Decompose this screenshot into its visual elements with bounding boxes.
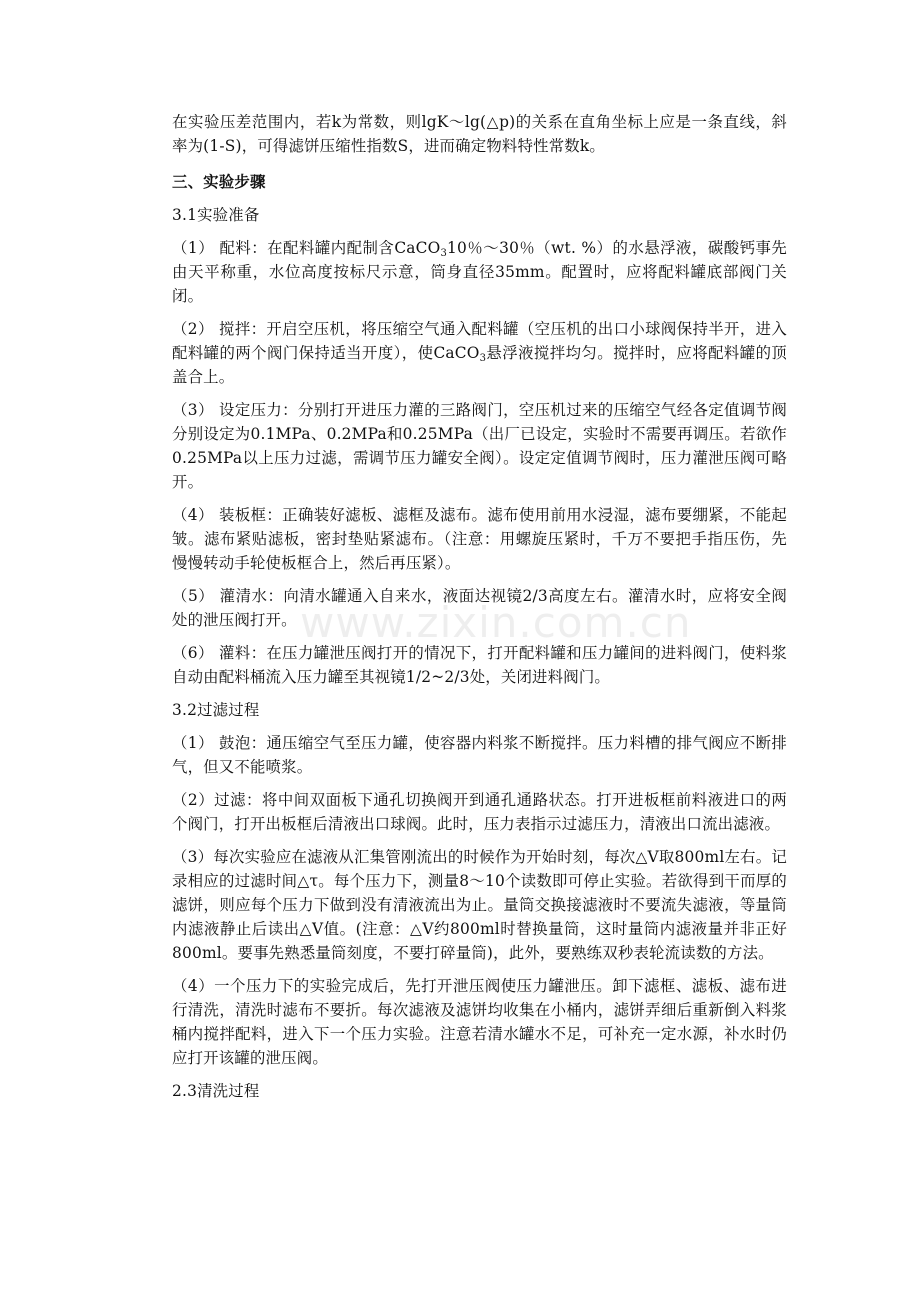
prep-step-5: （5） 灌清水：向清水罐通入自来水，液面达视镜2/3高度左右。灌清水时，应将安全阀处的泄压阀打开。 — [172, 587, 787, 629]
prep-step-1-text-a: （1） 配料：在配料罐内配制含CaCO — [172, 239, 441, 257]
subsection-2-3-title: 2.3清洗过程 — [172, 1082, 260, 1100]
filter-step-1: （1） 鼓泡：通压缩空气至压力罐，使容器内料浆不断搅拌。压力料槽的排气阀应不断排气，但又不能喷浆。 — [172, 734, 787, 776]
prep-step-6: （6） 灌料：在压力罐泄压阀打开的情况下，打开配料罐和压力罐间的进料阀门，使料浆自动由配料桶流入压力罐至其视镜1/2~2/3处，关闭进料阀门。 — [172, 644, 787, 686]
prep-step-4: （4） 装板框：正确装好滤板、滤框及滤布。滤布使用前用水浸湿，滤布要绷紧，不能起皱。滤布紧贴滤板，密封垫贴紧滤布。（注意：用螺旋压紧时，千万不要把手指压伤，先慢慢转动手轮使板框合上，然后再压紧）。 — [172, 506, 787, 572]
prep-step-2-subscript: 3 — [479, 353, 487, 364]
filter-step-2: （2）过滤：将中间双面板下通孔切换阀开到通孔通路状态。打开进板框前料液进口的两个阀门，打开出板框后清液出口球阀。此时，压力表指示过滤压力，清液出口流出滤液。 — [172, 791, 787, 833]
subsection-3-1-title: 3.1实验准备 — [172, 206, 260, 224]
subsection-3-2-title: 3.2过滤过程 — [172, 701, 260, 719]
prep-step-2-text-b: 悬浮液搅拌均匀。搅拌时，应将配料罐的顶盖合上。 — [172, 344, 787, 386]
prep-step-1-text-b: 10％～30％（wt. %）的水悬浮液，碳酸钙事先由天平称重，水位高度按标尺示意，筒身直径35mm。配置时，应将配料罐底部阀门关闭。 — [172, 239, 787, 305]
prep-step-2-text-a: （2） 搅拌：开启空压机，将压缩空气通入配料罐（空压机的出口小球阀保持半开，进入配料罐的两个阀门保持适当开度），使CaCO — [172, 320, 787, 362]
intro-paragraph: 在实验压差范围内，若k为常数，则lgK～lg(△p)的关系在直角坐标上应是一条直线，斜率为(1-S)，可得滤饼压缩性指数S，进而确定物料特性常数k。 — [172, 113, 787, 155]
prep-step-1 — [172, 236, 787, 308]
prep-step-2 — [172, 317, 787, 389]
prep-step-1-subscript: 3 — [440, 248, 448, 259]
filter-step-4: （4）一个压力下的实验完成后，先打开泄压阀使压力罐泄压。卸下滤框、滤板、滤布进行清洗，清洗时滤布不要折。每次滤液及滤饼均收集在小桶内，滤饼弄细后重新倒入料浆桶内搅拌配料，进入下一个压力实验。注意若清水罐水不足，可补充一定水源，补水时仍应打开该罐的泄压阀。 — [172, 977, 787, 1067]
section-3-title: 三、实验步骤 — [172, 173, 266, 191]
filter-step-3: （3）每次实验应在滤液从汇集管刚流出的时候作为开始时刻，每次△V取800ml左右。记录相应的过滤时间△τ。每个压力下，测量8～10个读数即可停止实验。若欲得到干而厚的滤饼，则应每个压力下做到没有清液流出为止。量筒交换接滤液时不要流失滤液，等量筒内滤液静止后读出△V值。(注意：△V约800ml时替换量筒，这时量筒内滤液量并非正好800ml。要事先熟悉量筒刻度，不要打碎量筒)，此外，要熟练双秒表轮流读数的方法。 — [172, 848, 787, 962]
watermark-text: www.zixin.com.cn — [300, 598, 692, 647]
document-page — [172, 110, 787, 1103]
prep-step-3: （3） 设定压力：分别打开进压力灌的三路阀门，空压机过来的压缩空气经各定值调节阀分别设定为0.1MPa、0.2MPa和0.25MPa（出厂已设定，实验时不需要再调压。若欲作0.25MPa以上压力过滤，需调节压力罐安全阀）。设定定值调节阀时，压力灌泄压阀可略开。 — [172, 401, 787, 491]
